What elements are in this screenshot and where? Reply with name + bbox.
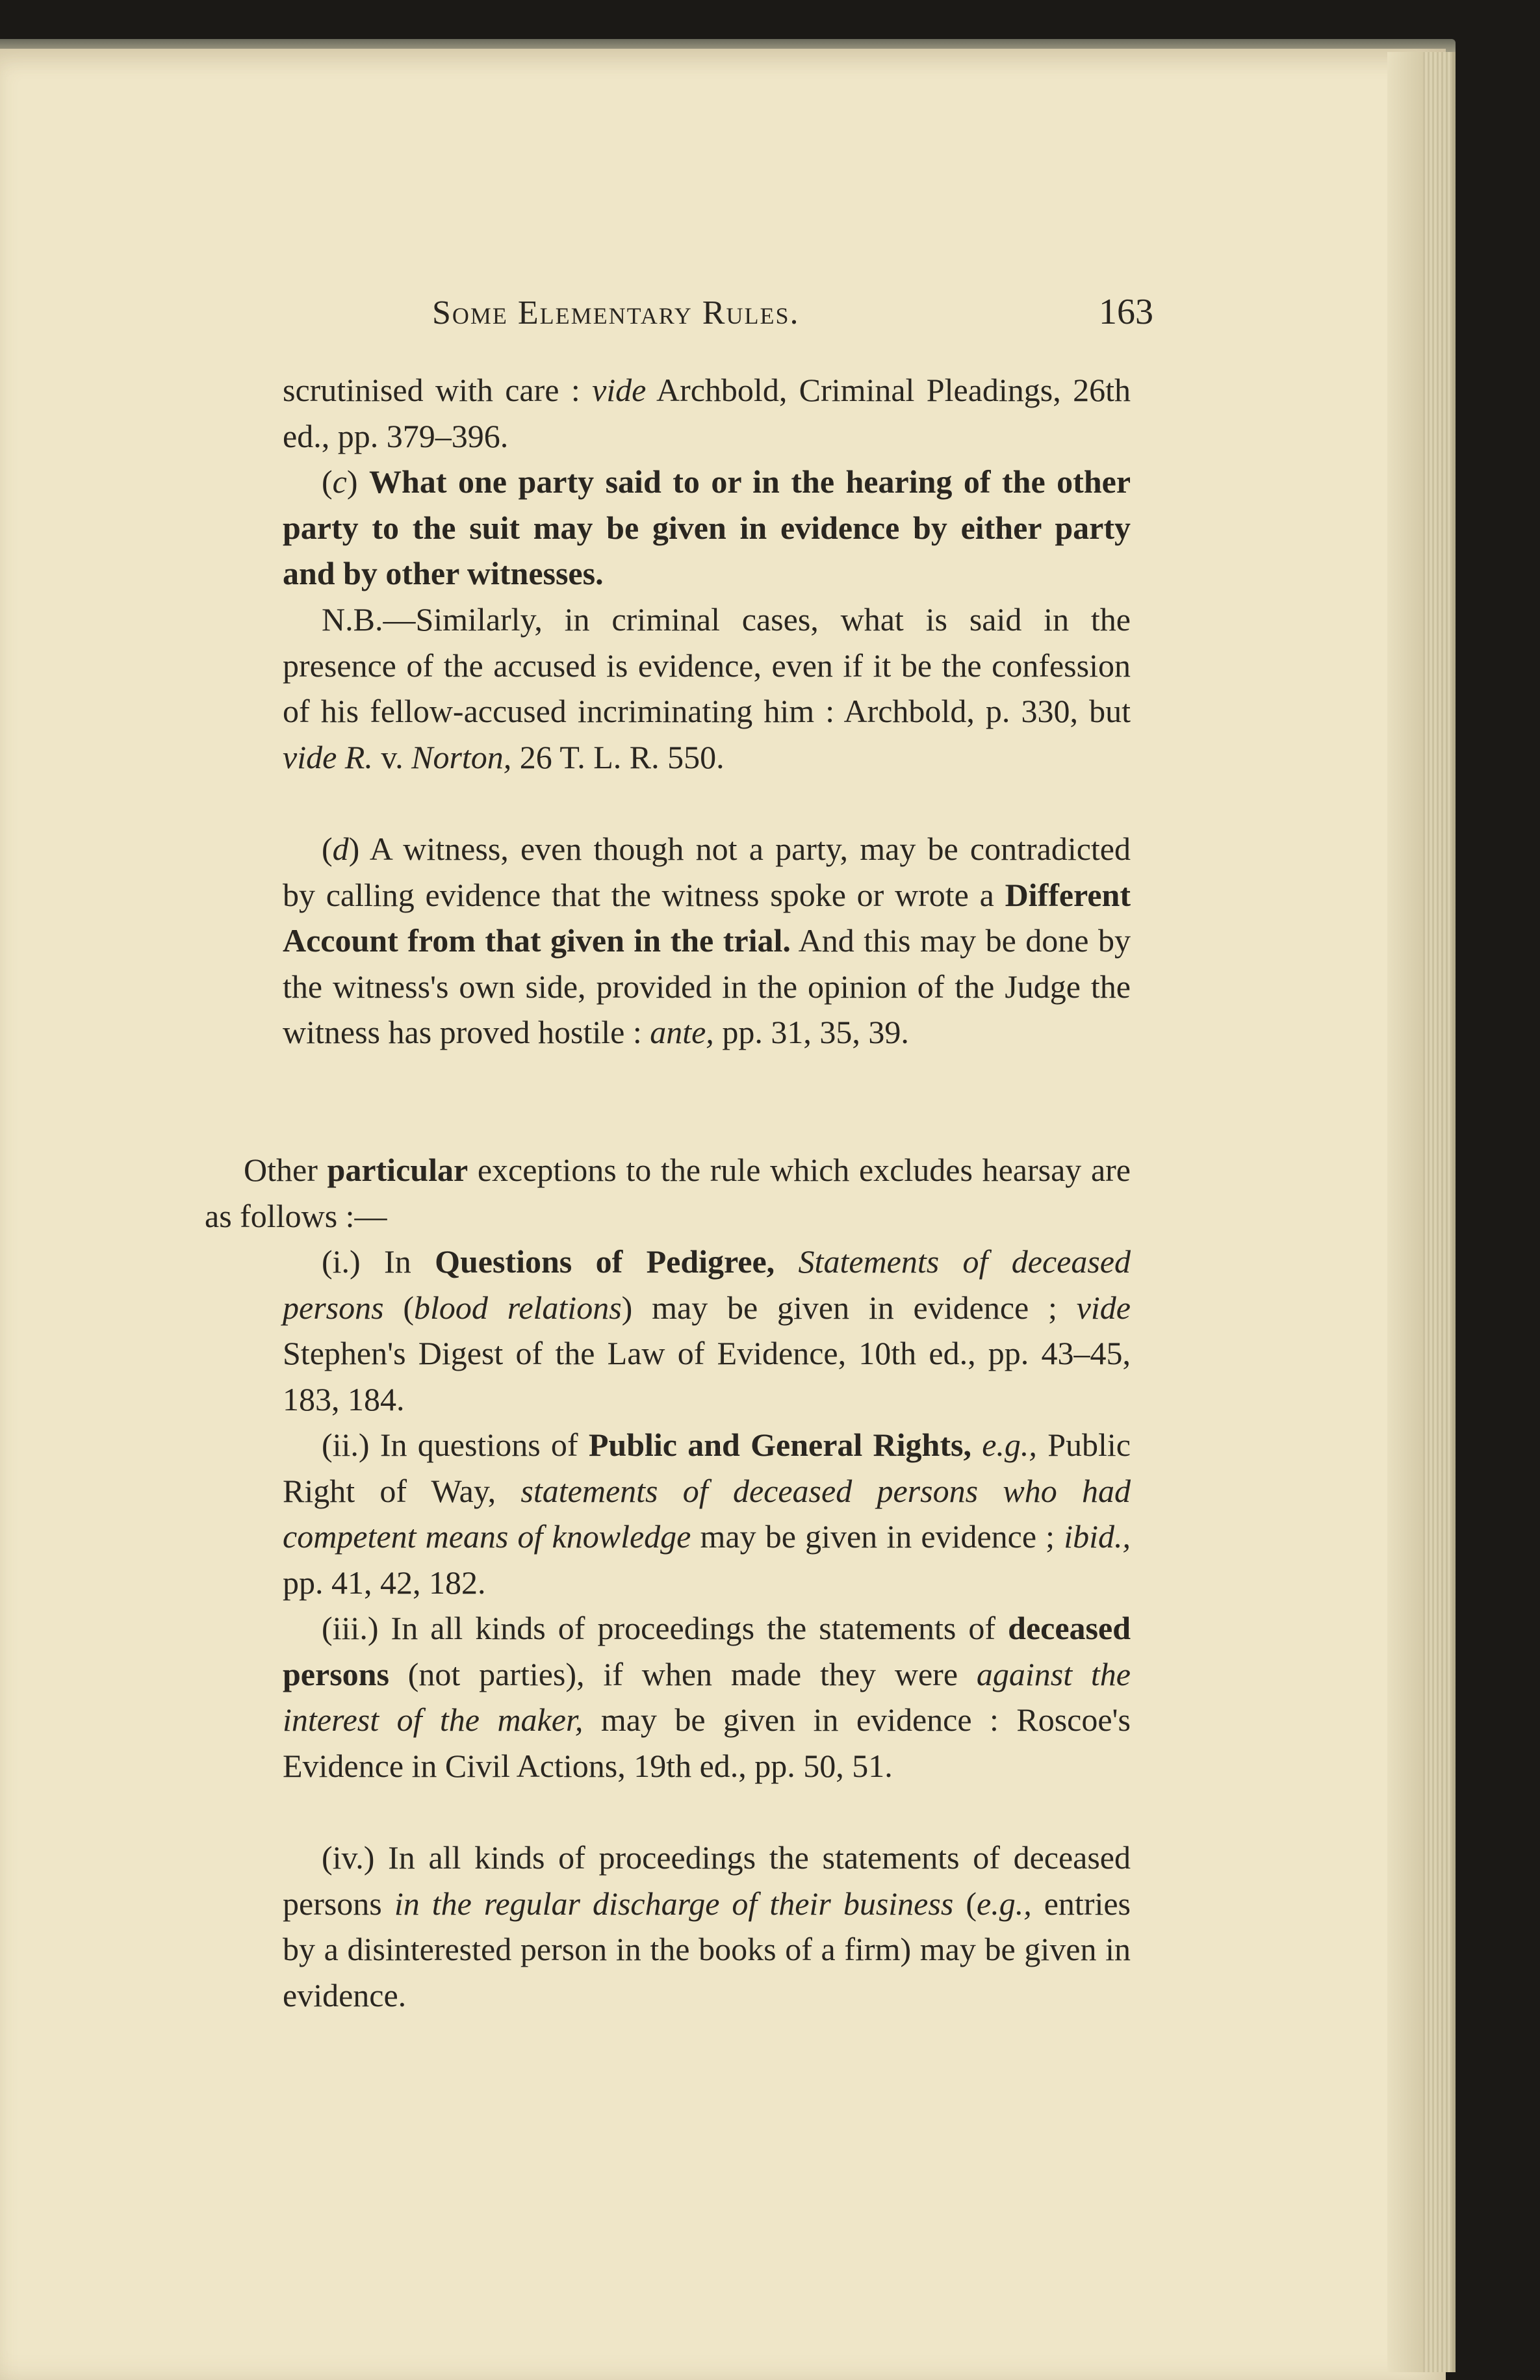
text-segment: vide R. [283,738,373,775]
text-segment: (iv.) In all kinds of proceedings the statements of deceased persons [283,1839,1131,1922]
text-segment: e.g., [982,1427,1037,1463]
text-segment: What one party said to or in the hearing of the other party to the suit may be given in evidence by either party and by other witnesses. [283,463,1131,591]
text-segment [971,1427,982,1463]
text-segment: deceased persons [283,1610,1131,1692]
text-segment: Other [244,1152,327,1188]
text-segment: Different Account from that given in the trial. [283,876,1131,959]
text-segment: 26 T. L. R. 550. [511,738,725,775]
text-segment: in the regular discharge of their business [394,1885,954,1922]
text-segment: e.g., [977,1885,1032,1922]
binding-strip [1423,52,1452,2372]
text-segment: (i.) In [322,1243,435,1280]
running-title: Some Elementary Rules. [432,294,800,331]
text-segment: Norton, [411,738,512,775]
text-segment: N.B.—Similarly, in criminal cases, what is said in the presence of the accused is evidence, even if it be the confession of his fellow-accused incriminating him : Archbold, p. 330, but [283,601,1131,729]
text-segment: Statements of deceased persons [283,1243,1131,1326]
text-segment: ante, [650,1014,714,1050]
text-segment: Public and General Rights, [588,1427,971,1463]
text-segment: pp. 31, 35, 39. [713,1014,909,1050]
text-segment: Questions of Pedigree, [435,1243,775,1280]
text-segment: ) [346,463,370,500]
text-segment: ( [322,831,333,867]
text-segment: And this may be done by the witness's own side, provided in the opinion of the Judge the witness has proved hostile : [283,922,1131,1050]
text-segment: ) A witness, even though not a party, may be contradicted by calling evidence that the witness spoke or wrote a [283,831,1131,913]
text-segment: (iii.) In all kinds of proceedings the statements of [322,1610,1008,1646]
text-segment: c [332,463,347,500]
text-segment: against the interest of the maker, [283,1655,1131,1738]
paragraph-p9 [283,1835,1131,2018]
text-segment: Stephen's Digest of the Law of Evidence, 10th ed., pp. 43–45, 183, 184. [283,1335,1131,1417]
text-segment: entries by a disinterested person in the books of a firm) may be given in evidence. [283,1885,1131,2013]
paragraph-p8 [283,1605,1131,1789]
page-number: 163 [1099,292,1153,332]
text-segment: ( [322,463,333,500]
text-segment: v. [372,738,412,775]
text-segment: scrutinised with care : [283,372,593,408]
text-segment: may be given in evidence ; [691,1518,1064,1555]
text-segment: d [332,831,349,867]
text-segment: may be given in evidence : Roscoe's Evidence in Civil Actions, 19th ed., pp. 50, 51. [283,1701,1131,1784]
text-segment: vide [1076,1289,1131,1326]
text-segment: ( [953,1885,977,1922]
text-segment: particular [327,1152,468,1188]
paragraph-p4 [283,826,1131,1055]
text-segment [775,1243,798,1280]
paragraph-p6 [283,1239,1131,1422]
text-segment: blood relations [414,1289,622,1326]
text-segment: exceptions to the rule which excludes hearsay are as follows :— [205,1152,1131,1234]
paragraph-p1 [283,367,1131,459]
text-segment: (not parties), if when made they were [389,1655,977,1692]
paragraph-p3 [283,597,1131,780]
text-segment: pp. 41, 42, 182. [283,1564,486,1601]
paragraph-p5 [205,1147,1131,1239]
text-segment: statements of deceased persons who had competent means of knowledge [283,1472,1131,1555]
paragraph-p2 [283,459,1131,597]
running-head [432,291,1153,337]
text-segment: ( [383,1289,415,1326]
text-segment: ) may be given in evidence ; [621,1289,1077,1326]
text-segment: Public Right of Way, [283,1427,1131,1509]
text-segment: (ii.) In questions of [322,1427,589,1463]
paragraph-p7 [283,1422,1131,1605]
text-segment: Archbold, Criminal Pleadings, 26th ed., pp. 379–396. [283,372,1131,454]
text-segment: vide [592,372,647,408]
text-segment: ibid., [1064,1518,1131,1555]
